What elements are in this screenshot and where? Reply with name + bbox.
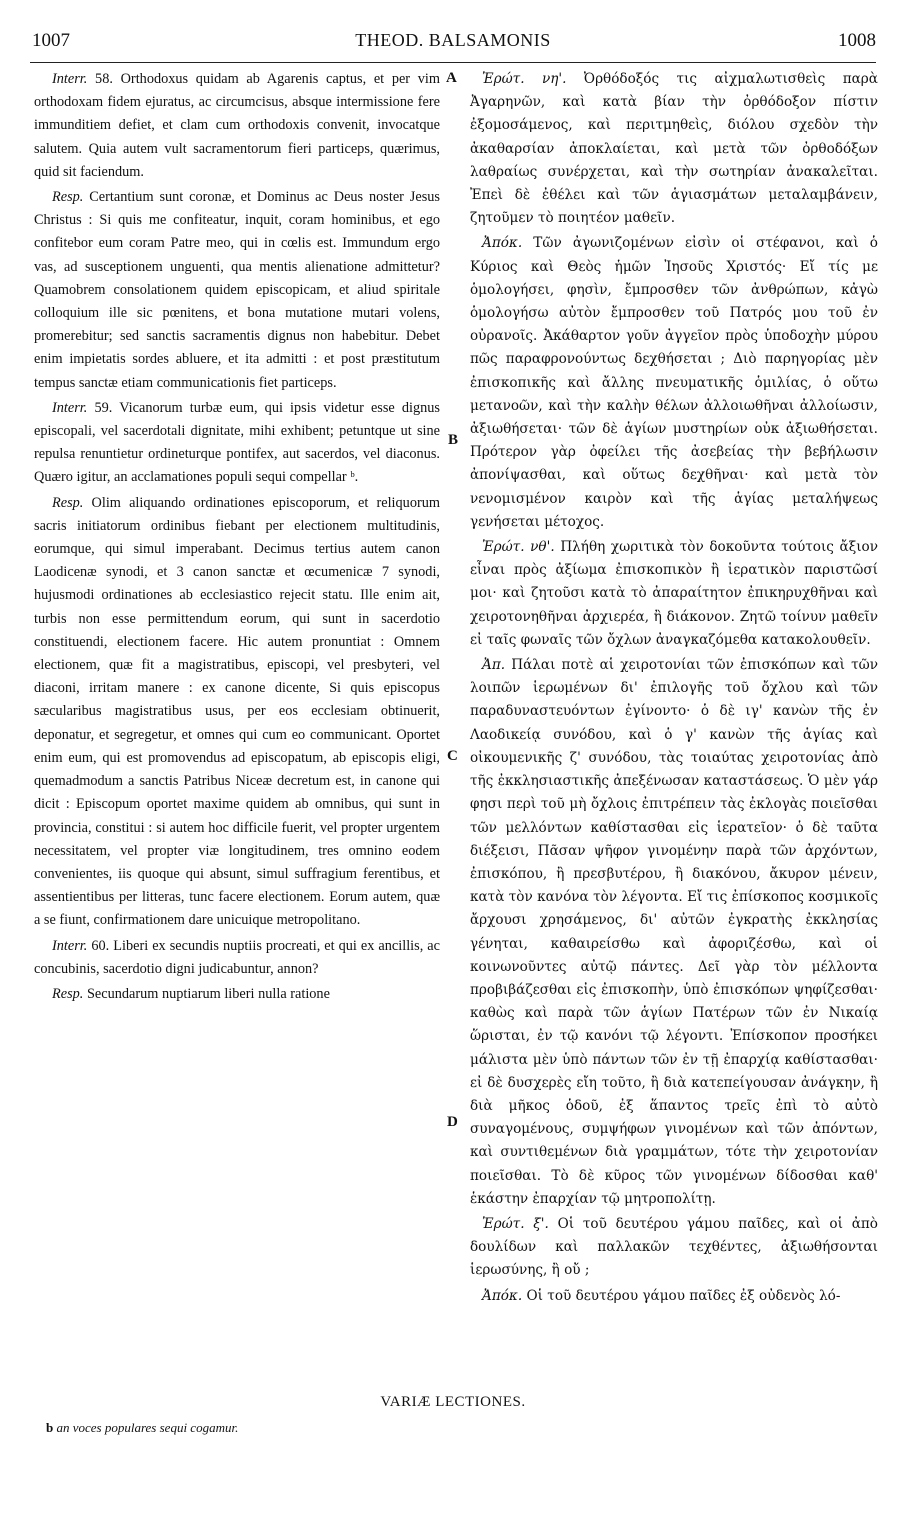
footnote-marker: b — [46, 1420, 54, 1435]
greek-question-58 — [470, 68, 878, 230]
question-number: 60. — [91, 937, 110, 954]
question-text: Vicanorum turbæ eum, qui ipsis videtur esse dignus episcopali, vel sacerdotali dignitate, mihi exhibent; petuntque ut sine repulsa renuntietur ordineturque pontifex, aut sacerdos, vel diaconus. Quæro igitur, an acclamationes populi sequi compellar ᵇ. — [34, 399, 440, 486]
latin-question-58 — [34, 68, 440, 184]
question-text: Οἱ τοῦ δευτέρου γάμου παῖδες, καὶ οἱ ἀπὸ δουλίδων καὶ παλλακῶν τεχθέντες, ἀξιωθήσονται ἱερωσύνης, ἢ οὔ ; — [470, 1215, 878, 1279]
greek-question-59 — [470, 536, 878, 652]
section-marker-a: A — [446, 70, 457, 86]
latin-column — [34, 68, 440, 1008]
answer-label: Resp. — [52, 189, 84, 206]
answer-label: Resp. — [52, 985, 84, 1002]
greek-answer-59 — [470, 654, 878, 1211]
question-text: Πλήθη χωριτικὰ τὸν δοκοῦντα τούτοις ἄξιον εἶναι πρὸς ἀξίωμα ἐπισκοπικὸν ἢ ἱερατικὸν παριστῶσί μοι· καὶ ζητοῦσι κατὰ τὸ ἀπαραίτητον ἐπικηρυχθῆναι καὶ χειροτονηθῆναι ἀρχιερέα, ἢ διάκονον. Ζητῶ τοίνυν μαθεῖν εἰ ταῖς φωναῖς τῶν ὄχλων ἀναγκαζόμεθα κατακολουθεῖν. — [470, 539, 878, 648]
question-label: Interr. — [52, 71, 88, 87]
question-text: Liberi ex secundis nuptiis procreati, et qui ex ancillis, ac concubinis, sacerdotio digni judicabuntur, annon? — [34, 937, 440, 977]
greek-answer-58 — [470, 232, 878, 534]
greek-question-60 — [470, 1213, 878, 1283]
question-label: Ἐρώτ. ξ'. — [482, 1215, 549, 1232]
answer-label: Ἀπόκ. — [482, 1287, 523, 1304]
question-label: Interr. — [52, 399, 88, 416]
variant-readings-heading: VARIÆ LECTIONES. — [380, 1394, 526, 1410]
running-title: THEOD. BALSAMONIS — [355, 30, 551, 50]
section-marker-c: C — [447, 748, 458, 764]
answer-label: Resp. — [52, 494, 84, 511]
question-label: Interr. — [52, 937, 88, 954]
answer-text: Πάλαι ποτὲ αἱ χειροτονίαι τῶν ἐπισκόπων καὶ τῶν λοιπῶν ἱερωμένων δι' ἐπιλογῆς τοῦ ὄχλου καὶ τῶν παραδυναστευόντων ἐγίνοντο· ὁ δὲ ιγ' κανὼν τῆς ἐν Λαοδικείᾳ συνόδου, καὶ ὁ γ' κανὼν τῆς ἁγίας καὶ οἰκουμενικῆς ζ' συνόδου, τὰς τοιαύτας χειροτονίας ἀπὸ τῆς ἐκκλησιαστικῆς ἀπεξένωσαν καταστάσεως. Ὁ μὲν γάρ φησι περὶ τοῦ μὴ ὄχλοις ἐπιτρέπειν τὰς ἐκλογὰς ποιεῖσθαι τῶν μελλόντων καθίστασθαι εἰς ἱερατεῖον· ὁ δὲ ταῦτα διέξεισι, Πᾶσαν ψῆφον γινομένην παρὰ τῶν ἀρχόντων, ἐπισκόπου, ἢ πρεσβυτέρου, ἢ διακόνου, ἄκυρον μένειν, κατὰ τὸν κανόνα τὸν λέγοντα. Εἴ τις ἐπίσκοπος κοσμικοῖς ἄρχουσι χρησάμενος, δι' αὐτῶν ἐγκρατὴς ἐκκλησίας γένηται, καθαιρείσθω καὶ ἀφοριζέσθω, καὶ οἱ κοινωνοῦντες αὐτῷ πάντες. Δεῖ γὰρ τὸν μέλλοντα προβιβάζεσθαι εἰς ἐπισκοπὴν, ὑπὸ ἐπισκόπων ψηφίζεσθαι· καθὼς καὶ παρὰ τῶν ἁγίων Πατέρων τῶν ἐν Νικαίᾳ ὥρισται, ἐν τῷ κανόνι τῷ λέγοντι. Ἐπίσκοπον προσήκει μάλιστα μὲν ὑπὸ πάντων τῶν ἐν τῇ ἐπαρχίᾳ καθίστασθαι· εἰ δὲ δυσχερὲς εἴη τοῦτο, ἢ διὰ κατεπείγουσαν ἀνάγκην, ἢ διὰ μῆκος ὁδοῦ, ἐξ ἅπαντος τρεῖς ἐπὶ τὸ αὐτὸ συναγομένους, συμψήφων γινομένων καὶ τῶν ἀπόντων, καὶ συντιθεμένων διὰ γραμμάτων, τότε τὴν χειροτονίαν ποιεῖσθαι. Τὸ δὲ κῦρος τῶν γινομένων δίδοσθαι καθ' ἑκάστην ἐπαρχίαν τῷ μητροπολίτῃ. — [470, 657, 878, 1207]
question-number: 58. — [95, 71, 113, 87]
footnote — [46, 1420, 238, 1436]
latin-question-59 — [34, 397, 440, 490]
section-marker-d: D — [447, 1114, 458, 1130]
question-text: Ὀρθόδοξός τις αἰχμαλωτισθεὶς παρὰ Ἀγαρηνῶν, καὶ κατὰ βίαν τὴν ὀρθόδοξον πίστιν ἐξομοσάμενος, καὶ περιτμηθεὶς, διόλου σχεδὸν τὴν ἀκαθαρσίαν ἀποκλαίεται, καὶ μετὰ τῶν ὀρθοδόξων λαθραίως συνέρχεται, καὶ τὴν σωτηρίαν ἀνακαλεῖται. Ἐπεὶ δὲ ἐθέλει καὶ τῶν ἁγιασμάτων μεταλαμβάνειν, ζητοῦμεν τὸ ποιητέον μαθεῖν. — [470, 71, 878, 227]
answer-label: Ἀπ. — [482, 657, 506, 674]
left-page-number: 1007 — [32, 30, 70, 51]
answer-label: Ἀπόκ. — [482, 235, 523, 252]
page-header — [0, 30, 906, 60]
section-marker-b: B — [448, 432, 459, 448]
latin-answer-58 — [34, 186, 440, 395]
question-label: Ἐρώτ. νθ'. — [482, 539, 555, 556]
answer-text: Olim aliquando ordinationes episcoporum, et reliquorum sacris initiatorum ordinibus fiebant per electionem multitudinis, eorumque, qui simul imperabant. Decimus tertius autem canon Laodicenæ synodi, et 3 canon sanctæ et œcumenicæ 7 synodi, hujusmodi ordinationes ab ecclesiastico rejecit statu. Ille enim ait, turbis non esse permittendum eorum, qui sunt in sacerdotio constituendi, electionem facere. Hic autem pronuntiat : Omnem electionem, quæ fit a magistratibus, episcopi, vel presbyteri, vel diaconi, irritam manere : ex canone dicente, Si quis episcopus sæcularibus magistratibus usus, per eos ecclesiam obtinuerit, deponatur, et segregetur, et omnes qui cum eo communicant. Oportet enim eum, qui est promovendus ad episcopatum, ab episcopis eligi, quemadmodum a sanctis Patribus Niceæ decretum est, in canone qui dicit : Episcopum oportet maxime quidem ab omnibus, qui sunt in provincia, constitui : si autem hoc difficile fuerit, vel propter urgentem necessitatem, vel propter viæ longitudinem, tres omnino eodem convenientes, iis quoque qui absunt, simul suffragium ferentibus, et assentientibus per litteras, tunc facere electionem. Eorum autem, quæ a se fiunt, confirmationem dare unicuique metropolitano. — [34, 494, 440, 929]
latin-answer-59 — [34, 492, 440, 933]
latin-question-60 — [34, 935, 440, 981]
question-number: 59. — [94, 399, 113, 416]
answer-text: Secundarum nuptiarum liberi nulla ratione — [86, 985, 330, 1002]
answer-text: Οἱ τοῦ δευτέρου γάμου παῖδες ἐξ οὐδενὸς λό- — [526, 1287, 841, 1304]
header-rule — [30, 62, 876, 63]
right-page-number: 1008 — [838, 30, 876, 51]
latin-answer-60 — [34, 983, 440, 1006]
greek-answer-60 — [470, 1285, 878, 1308]
answer-text: Certantium sunt coronæ, et Dominus ac Deus noster Jesus Christus : Si quis me confiteatur, inquit, coram hominibus, et ego confitebor eum coram Patre meo, qui in cœlis est. Immundum ergo vas, ad susceptionem unguenti, qua mentis alienatione admittetur? Quamobrem consolationem quidem episcopicam, et aliud spiritale colloquium ille sic pœnitens, et bona mutatione mutari volens, promerebitur; sed sanctis sacramentis dignus non habebitur. Debet enim impietatis sordes abluere, et ita admitti : et post præstitutum tempus sanctæ etiam communicationis fiet particeps. — [34, 189, 440, 391]
question-label: Ἐρώτ. νη'. — [482, 71, 567, 87]
footnote-text: an voces populares sequi cogamur. — [56, 1420, 239, 1435]
greek-column — [470, 68, 878, 1310]
question-text: Orthodoxus quidam ab Agarenis captus, et per vim orthodoxam fidem ejuratus, ac circumcisus, absque intermissione fere immunditiem defiet, et clam cum orthodoxis convenit, invocatque salutem. Quia autem vult sacramentorum fieri particeps, quærimus, quid sit faciendum. — [34, 71, 440, 180]
answer-text: Τῶν ἀγωνιζομένων εἰσὶν οἱ στέφανοι, καὶ ὁ Κύριος καὶ Θεὸς ἡμῶν Ἰησοῦς Χριστός· Εἴ τίς με ὁμολογήσει, φησὶν, ἔμπροσθεν τῶν ἀνθρώπων, κἀγὼ ὁμολογήσω αὐτὸν ἔμπροσθεν τοῦ Πατρός μου τοῦ ἐν οὐρανοῖς. Ἀκάθαρτον γοῦν ἀγγεῖον πρὸς ὑποδοχὴν μύρου πῶς παραφρονούντως δεχθήσεται ; Διὸ παρηγορίας μὲν ἐπισκοπικῆς καὶ ἄλλης πνευματικῆς ὁμιλίας, ὁ οὕτω μετανοῶν, καὶ τὴν καλὴν θέλων ἀλλοιωθῆναι ἀλλοίωσιν, ἀξιωθήσεται· τῶν δὲ ἁγίων μυστηρίων οὐκ ἀξιωθήσεται. Πρότερον γὰρ ὀφείλει τῆς ἀσεβείας τὴν βεβήλωσιν ἀπονίψασθαι, καὶ οὕτως δεχθῆναι· καὶ μετὰ τὸν νενομισμένον καιρὸν καὶ τῆς ἁγίας μεταλήψεως γενήσεται μέτοχος. — [470, 235, 878, 530]
